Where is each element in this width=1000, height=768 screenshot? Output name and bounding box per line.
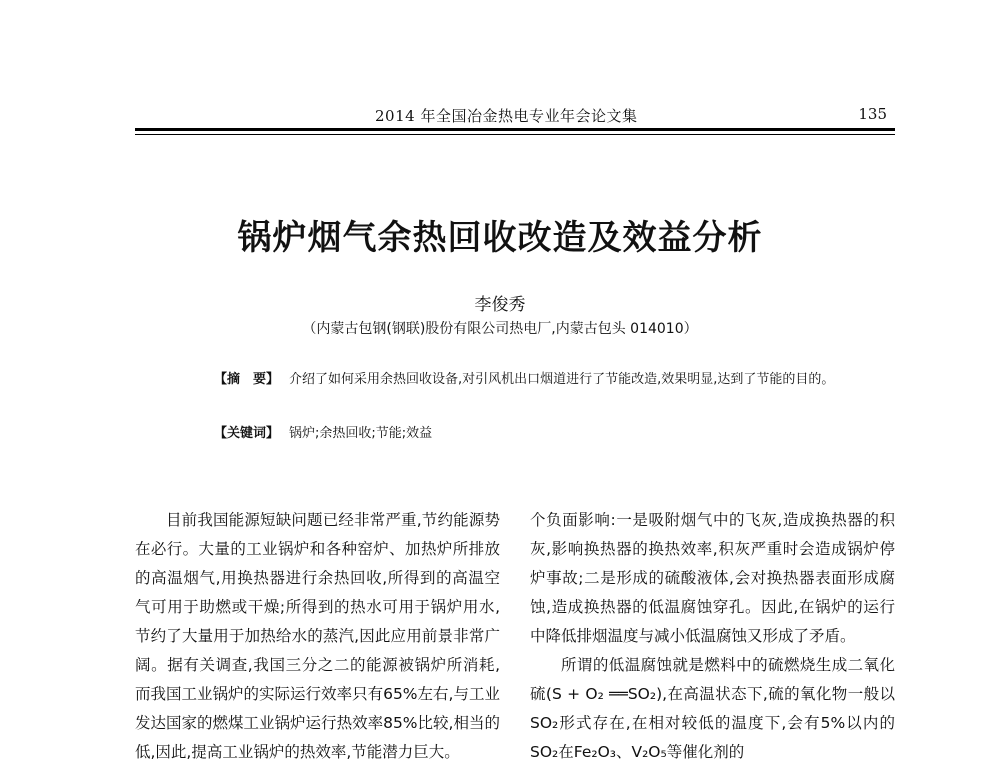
body-paragraph: 个负面影响:一是吸附烟气中的飞灰,造成换热器的积灰,影响换热器的换热效率,积灰严重时会造成锅炉停炉事故;二是形成的硫酸液体,会对换热器表面形成腐蚀,造成换热器的低温腐蚀穿孔。因此,在锅炉的运行中降低排烟温度与减小低温腐蚀又形成了矛盾。 [530, 511, 895, 645]
header-rule-thin [135, 134, 895, 135]
keywords [190, 421, 850, 447]
header-rule-thick [135, 128, 895, 131]
body-paragraph: 所谓的低温腐蚀就是燃料中的硫燃烧生成二氧化硫(S + O₂ ══SO₂),在高温状态下,硫的氧化物一般以SO₂形式存在,在相对较低的温度下,会有5%以内的SO₂在Fe₂O₃、V₂O₅等催化剂的 [530, 656, 895, 761]
abstract [190, 367, 850, 393]
journal-title: 2014 年全国冶金热电专业年会论文集 [375, 107, 638, 125]
body-column-right [530, 506, 895, 767]
abstract-text: 介绍了如何采用余热回收设备,对引风机出口烟道进行了节能改造,效果明显,达到了节能的目的。 [289, 372, 835, 387]
abstract-label: 【摘 要】 [214, 372, 280, 387]
keywords-label: 【关键词】 [214, 426, 280, 441]
body-paragraph: 目前我国能源短缺问题已经非常严重,节约能源势在必行。大量的工业锅炉和各种窑炉、加热炉所排放的高温烟气,用换热器进行余热回收,所得到的高温空气可用于助燃或干燥;所得到的热水可用于锅炉用水,节约了大量用于加热给水的蒸汽,因此应用前景非常广阔。据有关调查,我国三分之二的能源被锅炉所消耗,而我国工业锅炉的实际运行效率只有65%左右,与工业发达国家的燃煤工业锅炉运行热效率85%比较,相当的低,因此,提高工业锅炉的热效率,节能潜力巨大。 [135, 511, 500, 761]
running-header [135, 100, 895, 128]
body-column-left [135, 506, 500, 767]
author-name: 李俊秀 [474, 295, 526, 315]
author-affiliation: （内蒙古包钢(钢联)股份有限公司热电厂,内蒙古包头 014010） [302, 321, 698, 337]
keywords-text: 锅炉;余热回收;节能;效益 [289, 426, 433, 441]
page-number: 135 [858, 105, 887, 123]
paper-title: 锅炉烟气余热回收改造及效益分析 [237, 218, 763, 258]
